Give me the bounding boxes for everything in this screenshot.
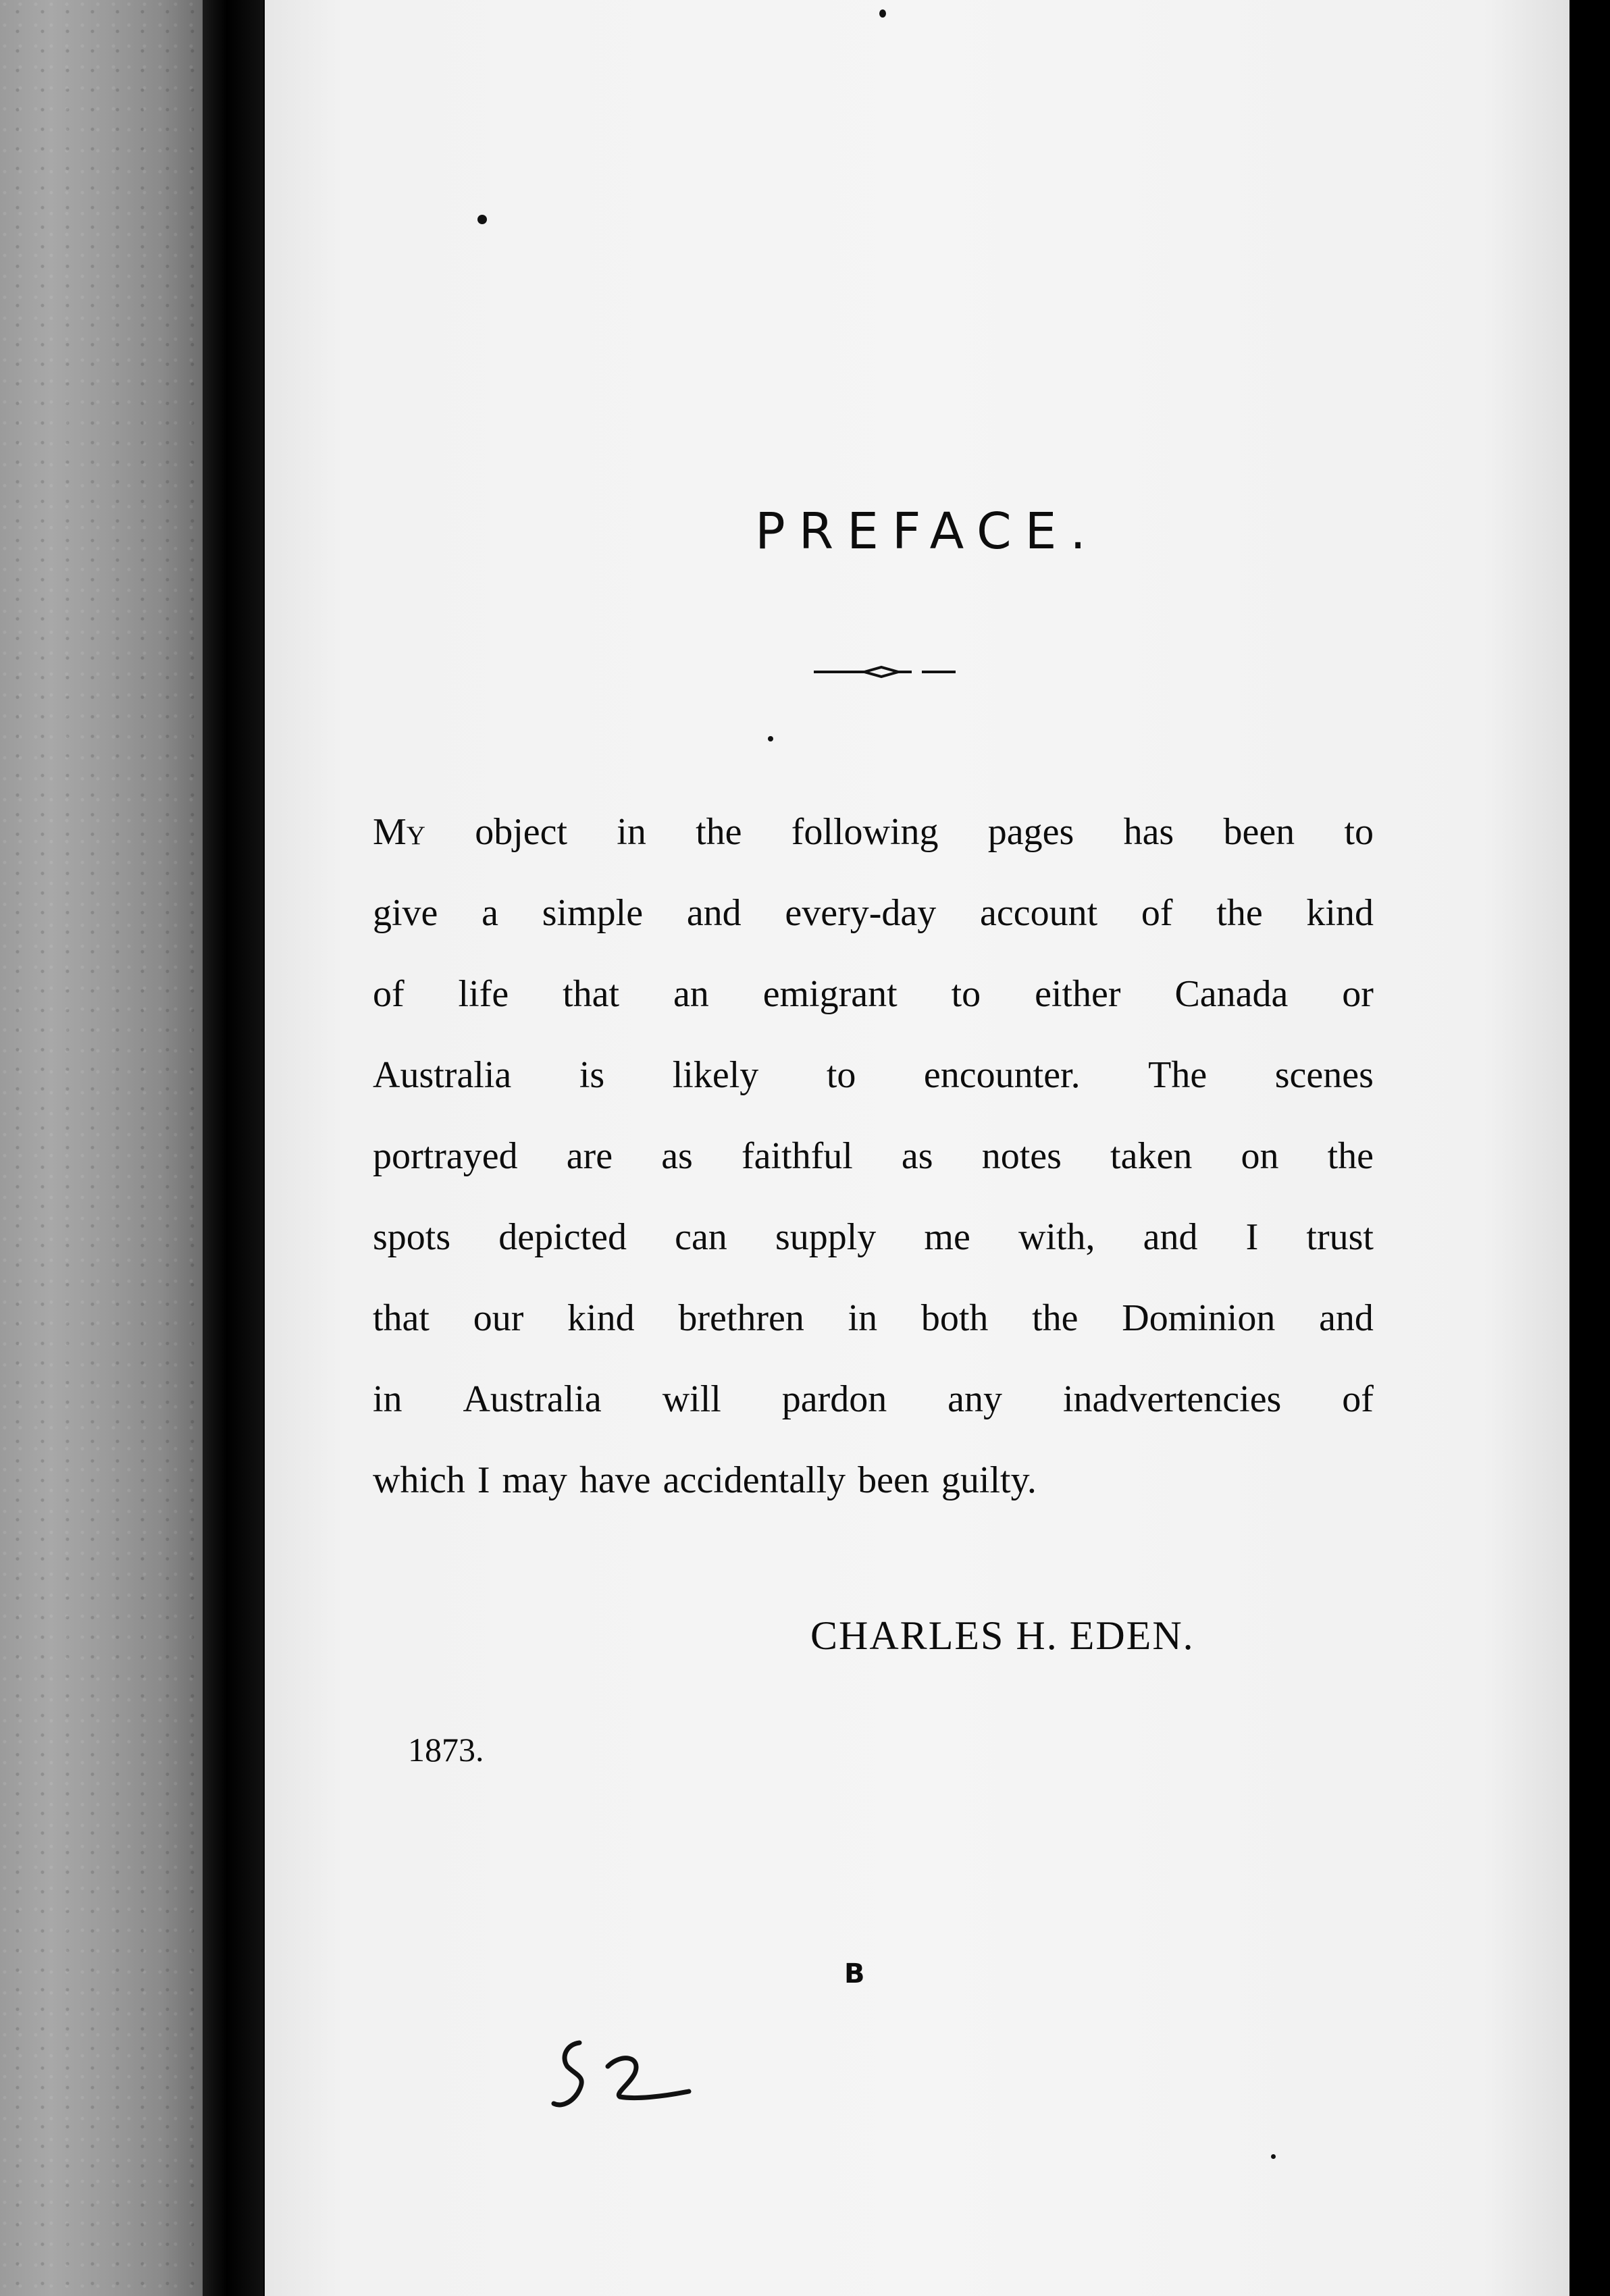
preface-word: to xyxy=(1344,811,1374,853)
handwritten-number xyxy=(540,2029,716,2117)
preface-word: depicted xyxy=(498,1216,627,1258)
preface-word: guilty. xyxy=(941,1459,1037,1501)
publication-year: 1873. xyxy=(408,1731,484,1769)
preface-word: the xyxy=(1032,1297,1079,1339)
preface-word: pardon xyxy=(781,1378,887,1420)
page-title: PREFACE. xyxy=(755,502,1099,560)
preface-line xyxy=(373,1440,1374,1521)
preface-line xyxy=(373,872,1374,954)
preface-word: kind xyxy=(567,1297,635,1339)
preface-word: taken xyxy=(1110,1135,1193,1177)
preface-word: Australia xyxy=(373,1054,512,1096)
preface-word: simple xyxy=(542,892,644,934)
preface-word: and xyxy=(686,892,742,934)
preface-word: Canada xyxy=(1174,973,1289,1015)
preface-word: and xyxy=(1143,1216,1198,1258)
ink-speck xyxy=(1271,2154,1276,2159)
preface-word: with, xyxy=(1018,1216,1095,1258)
preface-word: as xyxy=(661,1135,693,1177)
preface-word: every-day xyxy=(785,892,937,934)
preface-word: our xyxy=(473,1297,524,1339)
preface-word: both xyxy=(920,1297,989,1339)
preface-word: may xyxy=(502,1459,567,1501)
preface-word: on xyxy=(1241,1135,1279,1177)
ink-speck xyxy=(879,9,886,18)
preface-word: following xyxy=(791,811,939,853)
ornamental-divider xyxy=(814,662,956,682)
preface-word: accidentally xyxy=(663,1459,846,1501)
preface-word: been xyxy=(1223,811,1295,853)
preface-word: can xyxy=(675,1216,727,1258)
preface-word: I xyxy=(477,1459,490,1501)
preface-word: spots xyxy=(373,1216,451,1258)
preface-word: notes xyxy=(981,1135,1062,1177)
ink-speck xyxy=(768,736,773,741)
preface-word: the xyxy=(1216,892,1263,934)
preface-word: an xyxy=(673,973,709,1015)
preface-word: life xyxy=(458,973,509,1015)
preface-word: that xyxy=(563,973,620,1015)
preface-word: scenes xyxy=(1274,1054,1374,1096)
preface-word: brethren xyxy=(678,1297,804,1339)
preface-word: have xyxy=(579,1459,651,1501)
preface-word: the xyxy=(696,811,742,853)
preface-word: object xyxy=(475,811,568,853)
author-signature: CHARLES H. EDEN. xyxy=(810,1613,1195,1658)
preface-word: as xyxy=(901,1135,933,1177)
preface-word: the xyxy=(1327,1135,1374,1177)
preface-line xyxy=(373,791,1374,872)
book-cover-edge xyxy=(0,0,203,2296)
preface-word: in xyxy=(848,1297,878,1339)
preface-word: are xyxy=(566,1135,613,1177)
preface-word: to xyxy=(826,1054,856,1096)
preface-line xyxy=(373,1278,1374,1359)
preface-word: a xyxy=(482,892,499,934)
preface-word: pages xyxy=(987,811,1074,853)
preface-word: emigrant xyxy=(762,973,898,1015)
preface-word: supply xyxy=(775,1216,877,1258)
preface-word: has xyxy=(1123,811,1174,853)
preface-word: to xyxy=(951,973,981,1015)
preface-word: or xyxy=(1342,973,1374,1015)
preface-word: of xyxy=(1342,1378,1374,1420)
preface-word: kind xyxy=(1306,892,1374,934)
ink-speck xyxy=(477,215,487,224)
page-right-edge xyxy=(1569,0,1590,2296)
preface-word: I xyxy=(1245,1216,1259,1258)
preface-word: and xyxy=(1319,1297,1374,1339)
preface-word: in xyxy=(373,1378,402,1420)
preface-line xyxy=(373,1197,1374,1278)
preface-word: Australia xyxy=(463,1378,602,1420)
preface-word: My xyxy=(373,811,425,853)
preface-word: The xyxy=(1148,1054,1208,1096)
preface-line xyxy=(373,1035,1374,1116)
preface-word: give xyxy=(373,892,438,934)
preface-word: inadvertencies xyxy=(1062,1378,1282,1420)
preface-line xyxy=(373,1116,1374,1197)
preface-word: which xyxy=(373,1459,465,1501)
preface-word: Dominion xyxy=(1122,1297,1276,1339)
preface-word: will xyxy=(662,1378,721,1420)
preface-word: is xyxy=(579,1054,605,1096)
preface-word: faithful xyxy=(741,1135,853,1177)
preface-word: likely xyxy=(672,1054,759,1096)
preface-word: me xyxy=(924,1216,970,1258)
preface-word: that xyxy=(373,1297,430,1339)
preface-word: in xyxy=(617,811,646,853)
preface-word: been xyxy=(858,1459,929,1501)
preface-word: of xyxy=(373,973,405,1015)
preface-word: either xyxy=(1035,973,1121,1015)
preface-word: of xyxy=(1141,892,1173,934)
gutter-shadow xyxy=(203,0,263,2296)
preface-word: portrayed xyxy=(373,1135,518,1177)
preface-word: account xyxy=(980,892,1098,934)
preface-line xyxy=(373,1359,1374,1440)
preface-word: trust xyxy=(1306,1216,1374,1258)
preface-word: encounter. xyxy=(923,1054,1081,1096)
preface-body xyxy=(373,791,1374,1521)
printers-signature-mark: B xyxy=(844,1958,865,1989)
preface-line xyxy=(373,954,1374,1035)
preface-word: any xyxy=(947,1378,1003,1420)
